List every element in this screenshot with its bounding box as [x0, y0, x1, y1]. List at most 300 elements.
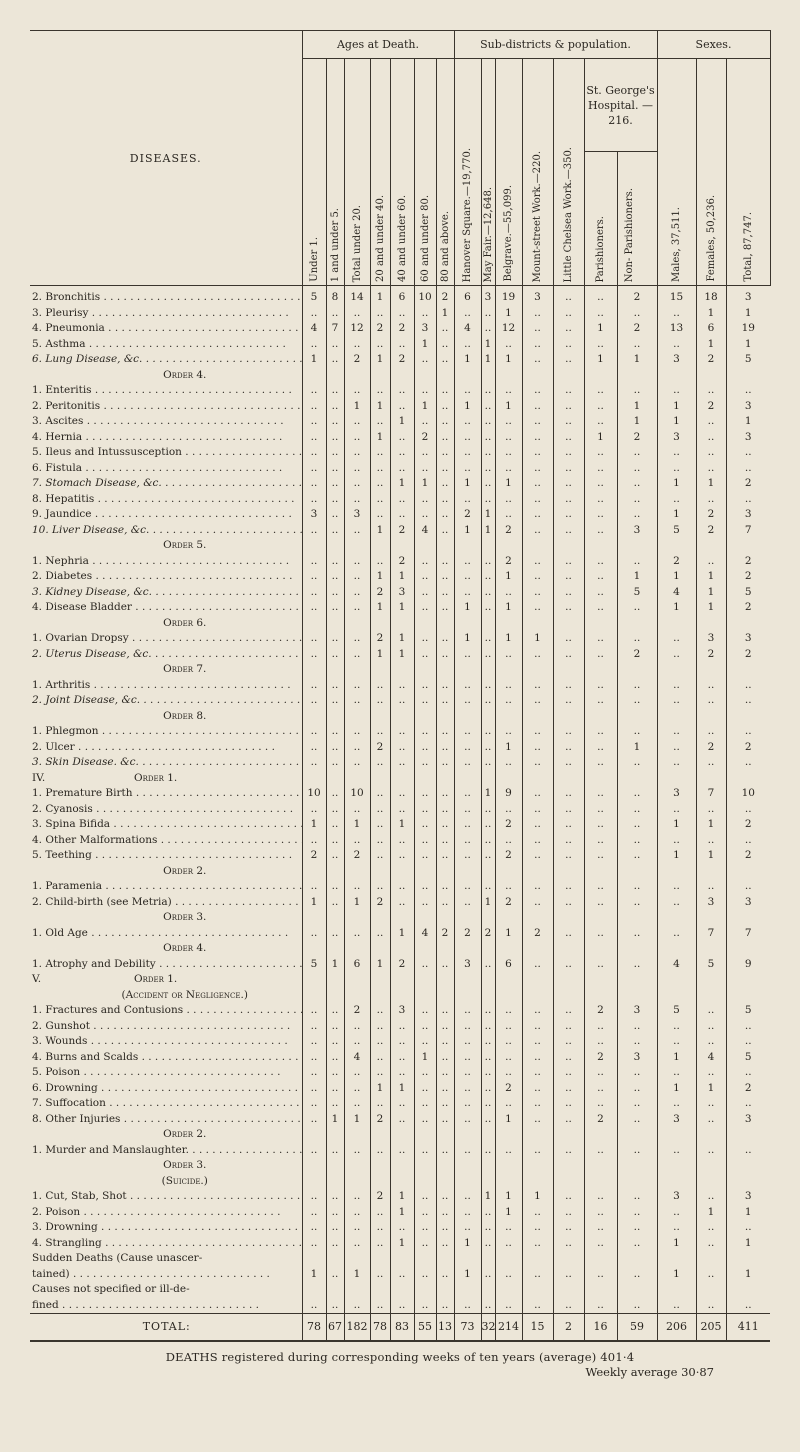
table-cell: .. — [553, 554, 584, 570]
table-cell: .. — [302, 476, 326, 492]
disease-name: 3. Ascites . . . — [30, 414, 302, 430]
table-cell — [414, 662, 436, 678]
table-cell: .. — [617, 1081, 657, 1097]
table-cell: 3 — [726, 1112, 770, 1128]
class-numeral: IV. — [32, 771, 46, 784]
table-cell — [414, 1158, 436, 1174]
table-cell: .. — [726, 678, 770, 694]
table-cell: .. — [302, 833, 326, 849]
table-cell — [370, 972, 390, 988]
table-cell — [495, 1174, 522, 1190]
disease-name: 1. Paramenia . . . — [30, 879, 302, 895]
table-cell: .. — [390, 1034, 414, 1050]
table-cell: 3 — [696, 631, 726, 647]
table-cell: .. — [553, 1096, 584, 1112]
table-cell: 3 — [726, 399, 770, 415]
table-cell: .. — [726, 755, 770, 771]
table-cell: .. — [617, 445, 657, 461]
table-cell: .. — [584, 833, 617, 849]
table-cell — [553, 1282, 584, 1298]
table-cell: .. — [390, 1143, 414, 1159]
table-cell: .. — [454, 802, 481, 818]
table-cell: .. — [326, 1065, 344, 1081]
table-cell: .. — [553, 926, 584, 942]
class-heading-cell — [30, 972, 302, 988]
table-cell — [553, 910, 584, 926]
total-cell: 73 — [454, 1314, 481, 1342]
table-cell — [481, 988, 495, 1004]
table-row — [30, 802, 770, 818]
table-cell: .. — [436, 895, 454, 911]
table-cell — [344, 941, 370, 957]
table-cell: .. — [436, 1112, 454, 1128]
table-cell — [495, 988, 522, 1004]
table-cell: .. — [553, 1065, 584, 1081]
table-cell — [390, 771, 414, 787]
order-heading: Order 4. — [163, 368, 207, 381]
table-cell: 1 — [370, 569, 390, 585]
table-cell: 1 — [370, 523, 390, 539]
table-cell: 2 — [617, 647, 657, 663]
table-cell: .. — [302, 585, 326, 601]
table-cell: .. — [326, 786, 344, 802]
sexes-group-heading: Sexes. — [657, 31, 770, 59]
table-cell: .. — [726, 1298, 770, 1314]
disease-name: 6. Drowning . . . — [30, 1081, 302, 1097]
table-cell: .. — [414, 724, 436, 740]
table-cell: .. — [522, 507, 553, 523]
table-cell — [584, 1158, 617, 1174]
table-cell: .. — [344, 1143, 370, 1159]
table-cell: .. — [370, 476, 390, 492]
table-cell — [344, 616, 370, 632]
table-cell: 18 — [696, 286, 726, 306]
table-cell: 1 — [454, 1236, 481, 1252]
table-row — [30, 414, 770, 430]
table-cell: .. — [414, 833, 436, 849]
table-cell — [696, 910, 726, 926]
table-cell: .. — [454, 755, 481, 771]
table-cell — [522, 771, 553, 787]
table-cell: .. — [696, 1143, 726, 1159]
table-cell: .. — [370, 306, 390, 322]
table-cell: .. — [390, 1298, 414, 1314]
table-cell: 2 — [302, 848, 326, 864]
table-cell: .. — [481, 1034, 495, 1050]
table-cell: .. — [370, 693, 390, 709]
table-cell: .. — [436, 879, 454, 895]
table-cell: .. — [696, 1034, 726, 1050]
order-subheading: (Accident or Negligence.) — [121, 988, 248, 1001]
table-cell: .. — [522, 414, 553, 430]
table-cell — [726, 864, 770, 880]
table-cell: .. — [390, 461, 414, 477]
col-females: Females, 50,236. — [696, 59, 726, 286]
table-cell — [657, 864, 696, 880]
table-cell: .. — [414, 461, 436, 477]
table-cell — [584, 1251, 617, 1267]
table-cell — [481, 616, 495, 632]
table-row — [30, 569, 770, 585]
table-cell — [522, 368, 553, 384]
table-cell: .. — [522, 755, 553, 771]
table-cell — [326, 972, 344, 988]
table-cell: .. — [302, 306, 326, 322]
table-cell: .. — [553, 430, 584, 446]
disease-name: 1. Murder and Manslaughter. . . . — [30, 1143, 302, 1159]
table-cell: .. — [414, 1096, 436, 1112]
table-cell — [522, 1174, 553, 1190]
table-cell: 7 — [326, 321, 344, 337]
table-cell: 2 — [726, 569, 770, 585]
table-cell: .. — [344, 1189, 370, 1205]
table-cell: 6 — [344, 957, 370, 973]
table-cell — [370, 941, 390, 957]
table-cell: 5 — [726, 585, 770, 601]
table-cell: 12 — [344, 321, 370, 337]
disease-name: 2. Poison . . . — [30, 1205, 302, 1221]
table-cell: .. — [344, 1205, 370, 1221]
disease-name: 5. Teething . . . — [30, 848, 302, 864]
table-cell: .. — [553, 786, 584, 802]
table-cell — [617, 910, 657, 926]
table-cell: .. — [370, 1220, 390, 1236]
col-mount-street-work: Mount-street Work.—220. — [522, 59, 553, 286]
table-cell — [326, 771, 344, 787]
table-cell: 2 — [726, 647, 770, 663]
table-cell — [696, 662, 726, 678]
table-cell: .. — [553, 399, 584, 415]
table-cell: 3 — [657, 430, 696, 446]
order-heading: Order 3. — [163, 1159, 207, 1171]
section-row — [30, 368, 770, 384]
table-cell: .. — [454, 1050, 481, 1066]
table-cell: .. — [344, 1034, 370, 1050]
table-cell — [302, 662, 326, 678]
table-cell: .. — [326, 802, 344, 818]
table-cell — [481, 941, 495, 957]
table-cell — [726, 1251, 770, 1267]
table-cell: 2 — [584, 1050, 617, 1066]
table-cell: 1 — [414, 399, 436, 415]
table-cell — [726, 368, 770, 384]
table-cell — [414, 709, 436, 725]
table-cell — [696, 1158, 726, 1174]
table-cell: 1 — [617, 399, 657, 415]
table-cell — [726, 771, 770, 787]
table-cell: .. — [617, 337, 657, 353]
table-cell: .. — [414, 1205, 436, 1221]
col-may-fair: May Fair.—12,648. — [481, 59, 495, 286]
table-cell — [657, 941, 696, 957]
table-cell — [696, 368, 726, 384]
table-cell: 1 — [481, 1189, 495, 1205]
table-cell: .. — [657, 1298, 696, 1314]
table-cell: .. — [696, 1096, 726, 1112]
table-cell: .. — [522, 383, 553, 399]
order-heading: Order 1. — [134, 973, 178, 985]
table-cell: .. — [584, 476, 617, 492]
table-cell — [726, 1158, 770, 1174]
table-cell: .. — [436, 461, 454, 477]
table-cell: 1 — [726, 337, 770, 353]
table-cell: .. — [326, 1189, 344, 1205]
table-cell — [553, 1174, 584, 1190]
table-cell: .. — [584, 585, 617, 601]
table-cell: .. — [553, 461, 584, 477]
table-cell: .. — [495, 879, 522, 895]
table-cell: .. — [696, 1267, 726, 1283]
table-cell — [522, 1158, 553, 1174]
table-cell — [617, 1251, 657, 1267]
table-cell: .. — [390, 383, 414, 399]
table-cell — [344, 864, 370, 880]
table-cell: .. — [370, 337, 390, 353]
table-cell — [454, 864, 481, 880]
table-cell: .. — [436, 1189, 454, 1205]
table-cell — [302, 910, 326, 926]
table-cell — [414, 988, 436, 1004]
table-cell: .. — [481, 321, 495, 337]
table-cell: 1 — [657, 817, 696, 833]
table-cell — [454, 771, 481, 787]
table-cell: 5 — [696, 957, 726, 973]
table-cell: 2 — [390, 554, 414, 570]
table-cell: 1 — [696, 569, 726, 585]
table-cell: 1 — [481, 352, 495, 368]
table-cell: .. — [326, 523, 344, 539]
disease-name: 1. Ovarian Dropsy . . . — [30, 631, 302, 647]
table-cell: .. — [617, 678, 657, 694]
table-cell: .. — [553, 414, 584, 430]
table-cell: .. — [584, 724, 617, 740]
disease-name: fined . . . — [30, 1298, 302, 1314]
table-cell: .. — [370, 383, 390, 399]
table-cell — [370, 368, 390, 384]
table-cell: 1 — [436, 306, 454, 322]
table-cell: .. — [481, 1205, 495, 1221]
table-cell — [553, 864, 584, 880]
table-cell: .. — [584, 879, 617, 895]
table-cell: .. — [414, 1019, 436, 1035]
table-cell: 2 — [495, 554, 522, 570]
table-cell: .. — [390, 399, 414, 415]
disease-name: 1. Old Age . . . — [30, 926, 302, 942]
table-cell: .. — [495, 1003, 522, 1019]
section-row — [30, 972, 770, 988]
table-cell: 1 — [344, 1112, 370, 1128]
table-cell: 1 — [657, 1236, 696, 1252]
table-cell: 5 — [726, 1003, 770, 1019]
table-cell: .. — [436, 1205, 454, 1221]
table-cell: .. — [390, 786, 414, 802]
table-cell: .. — [553, 569, 584, 585]
table-cell: .. — [326, 895, 344, 911]
table-cell — [495, 616, 522, 632]
table-cell: .. — [414, 1003, 436, 1019]
table-cell: 3 — [726, 286, 770, 306]
table-cell — [454, 538, 481, 554]
table-cell: .. — [617, 1112, 657, 1128]
disease-name: 1. Arthritis . . . — [30, 678, 302, 694]
table-row — [30, 786, 770, 802]
table-cell: .. — [584, 1081, 617, 1097]
table-cell: .. — [436, 1065, 454, 1081]
table-cell: .. — [584, 755, 617, 771]
table-row — [30, 306, 770, 322]
table-cell: 3 — [617, 1003, 657, 1019]
table-cell: .. — [454, 895, 481, 911]
table-cell: .. — [390, 1050, 414, 1066]
table-cell: .. — [522, 693, 553, 709]
table-cell — [390, 988, 414, 1004]
disease-name: 1. Nephria . . . — [30, 554, 302, 570]
table-cell: .. — [657, 755, 696, 771]
table-cell — [454, 662, 481, 678]
table-cell — [370, 910, 390, 926]
table-row — [30, 1143, 770, 1159]
table-cell: .. — [344, 337, 370, 353]
table-cell: 5 — [657, 1003, 696, 1019]
table-cell: 1 — [302, 817, 326, 833]
table-cell: .. — [617, 817, 657, 833]
table-cell: .. — [696, 554, 726, 570]
table-cell: .. — [326, 337, 344, 353]
disease-name: 5. Asthma . . . — [30, 337, 302, 353]
table-cell — [617, 368, 657, 384]
table-cell: .. — [726, 1019, 770, 1035]
table-cell — [495, 941, 522, 957]
table-cell: 1 — [696, 817, 726, 833]
table-cell: .. — [302, 1019, 326, 1035]
table-cell — [436, 972, 454, 988]
table-cell — [481, 771, 495, 787]
table-cell — [696, 972, 726, 988]
table-cell: 1 — [390, 647, 414, 663]
table-cell — [522, 662, 553, 678]
col-total: Total, 87,747. — [726, 59, 770, 286]
table-cell: 2 — [726, 848, 770, 864]
table-cell: .. — [454, 492, 481, 508]
order-heading: Order 2. — [163, 864, 207, 877]
table-cell: .. — [584, 399, 617, 415]
disease-name: 2. Child-birth (see Metria) . . . — [30, 895, 302, 911]
table-cell: .. — [344, 693, 370, 709]
table-cell: .. — [657, 1143, 696, 1159]
table-cell: 1 — [454, 631, 481, 647]
table-cell: .. — [657, 1034, 696, 1050]
table-cell: .. — [553, 445, 584, 461]
table-cell: .. — [436, 647, 454, 663]
table-cell: .. — [584, 678, 617, 694]
table-cell: .. — [495, 1065, 522, 1081]
table-cell: .. — [326, 1081, 344, 1097]
table-cell: .. — [584, 817, 617, 833]
table-cell: .. — [657, 306, 696, 322]
table-cell: 2 — [696, 740, 726, 756]
table-cell: .. — [553, 879, 584, 895]
table-cell: .. — [584, 786, 617, 802]
table-cell: .. — [454, 585, 481, 601]
table-cell — [495, 538, 522, 554]
table-cell: 12 — [495, 321, 522, 337]
table-cell: 1 — [696, 476, 726, 492]
table-cell — [302, 864, 326, 880]
table-cell: .. — [344, 569, 370, 585]
table-cell: 1 — [454, 476, 481, 492]
table-cell: 1 — [481, 786, 495, 802]
table-cell — [657, 988, 696, 1004]
table-cell: .. — [302, 1205, 326, 1221]
table-cell: .. — [553, 817, 584, 833]
table-cell: .. — [436, 1298, 454, 1314]
table-cell: .. — [326, 1143, 344, 1159]
table-cell: .. — [414, 1081, 436, 1097]
table-cell: .. — [326, 647, 344, 663]
table-cell: 2 — [370, 895, 390, 911]
table-cell: 3 — [696, 895, 726, 911]
table-cell: .. — [617, 879, 657, 895]
table-cell: .. — [657, 1220, 696, 1236]
table-cell — [617, 941, 657, 957]
table-cell: .. — [481, 1019, 495, 1035]
table-cell: .. — [302, 678, 326, 694]
table-cell: 1 — [302, 1267, 326, 1283]
table-cell — [436, 1251, 454, 1267]
table-cell — [302, 1127, 326, 1143]
table-cell: .. — [454, 1081, 481, 1097]
table-cell: .. — [522, 786, 553, 802]
table-cell: 1 — [696, 600, 726, 616]
table-cell: .. — [370, 879, 390, 895]
table-cell: .. — [584, 647, 617, 663]
table-cell — [696, 1282, 726, 1298]
table-row — [30, 430, 770, 446]
table-cell: .. — [414, 1267, 436, 1283]
table-cell: .. — [454, 693, 481, 709]
table-row — [30, 585, 770, 601]
table-cell: .. — [522, 430, 553, 446]
table-cell: 2 — [657, 554, 696, 570]
table-cell: .. — [326, 445, 344, 461]
table-cell: .. — [326, 352, 344, 368]
table-cell: .. — [344, 1236, 370, 1252]
table-cell — [436, 988, 454, 1004]
disease-name: 10. Liver Disease, &c. . . . — [30, 523, 302, 539]
table-cell — [454, 941, 481, 957]
table-cell: .. — [726, 461, 770, 477]
footer-notes — [30, 1350, 770, 1379]
table-cell: .. — [326, 740, 344, 756]
table-cell: .. — [414, 647, 436, 663]
table-cell: .. — [302, 383, 326, 399]
table-cell: .. — [326, 879, 344, 895]
table-cell: .. — [390, 337, 414, 353]
table-cell: .. — [344, 1298, 370, 1314]
table-cell: .. — [436, 833, 454, 849]
table-cell — [657, 972, 696, 988]
table-cell: .. — [584, 631, 617, 647]
table-cell: 5 — [302, 957, 326, 973]
table-cell: .. — [584, 569, 617, 585]
table-cell: .. — [436, 507, 454, 523]
table-cell — [344, 1158, 370, 1174]
table-cell — [726, 1282, 770, 1298]
table-cell — [454, 988, 481, 1004]
table-cell — [344, 709, 370, 725]
table-cell — [584, 1174, 617, 1190]
table-cell — [344, 1174, 370, 1190]
